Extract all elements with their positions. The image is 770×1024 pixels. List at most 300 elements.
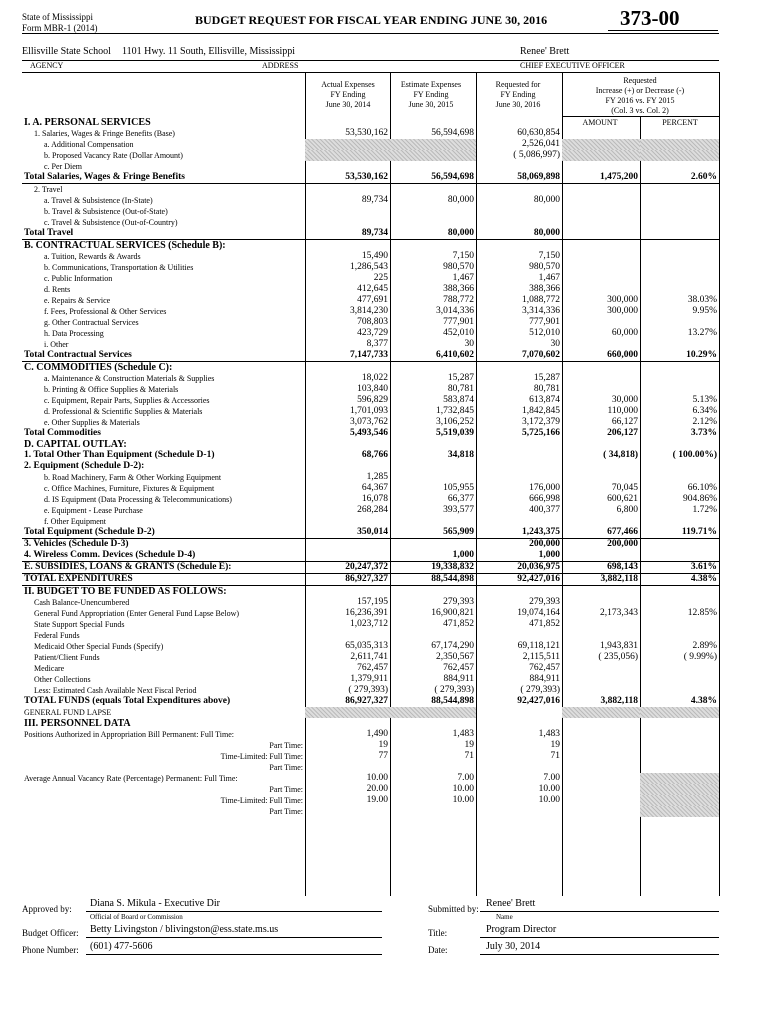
- row-value: [640, 128, 719, 139]
- row-label: f. Fees, Professional & Other Services: [44, 307, 167, 316]
- table-row: [22, 206, 719, 217]
- row-value: [640, 273, 719, 284]
- row-value: [476, 707, 562, 718]
- row-value: 7,150: [452, 251, 474, 261]
- table-row: [22, 350, 719, 362]
- row-value: 1,943,831: [600, 641, 638, 651]
- table-row: [22, 306, 719, 317]
- row-value: ( 34,818): [603, 450, 638, 460]
- row-value: 88,544,898: [431, 696, 474, 706]
- row-value: [562, 206, 640, 217]
- row-label: Total Commodities: [24, 428, 101, 438]
- row-value: [476, 184, 562, 196]
- form-number: 373-00: [620, 6, 680, 30]
- row-value: 10.00: [538, 784, 560, 794]
- approved-label: Approved by:: [22, 904, 72, 914]
- row-value: [562, 339, 640, 350]
- row-value: 80,781: [447, 384, 474, 394]
- row-value: [640, 373, 719, 384]
- row-value: 1,701,093: [350, 406, 388, 416]
- row-value: 66,377: [447, 494, 474, 504]
- row-label: Part Time:: [269, 741, 303, 750]
- row-value: [640, 539, 719, 551]
- row-value: 2,611,741: [350, 652, 388, 662]
- row-value: 2,526,041: [522, 139, 560, 149]
- row-value: 200,000: [607, 539, 638, 549]
- form-number-underline: [608, 30, 718, 31]
- row-value: 3.73%: [690, 428, 717, 438]
- row-value: 9.95%: [692, 306, 717, 316]
- row-value: 80,781: [533, 384, 560, 394]
- row-label: Medicare: [34, 664, 65, 673]
- row-value: [476, 206, 562, 217]
- table-row: [22, 663, 719, 674]
- row-value: 20,247,372: [305, 562, 390, 574]
- row-value: 89,734: [361, 195, 388, 205]
- col-amount-header: AMOUNT: [582, 118, 618, 127]
- col-requested-header: Requested for FY Ending June 30, 2016: [495, 80, 541, 109]
- row-value: 1,285: [366, 472, 388, 482]
- row-value: 3,314,336: [522, 306, 560, 316]
- row-value: [562, 630, 640, 641]
- row-value: [562, 729, 640, 740]
- row-label: a. Tuition, Rewards & Awards: [44, 252, 141, 261]
- table-row: [22, 685, 719, 696]
- table-row: [22, 527, 719, 539]
- row-value: 1,000: [390, 550, 476, 562]
- row-value: 512,010: [529, 328, 560, 338]
- row-label: c. Public Information: [44, 274, 113, 283]
- row-value: 30: [550, 339, 560, 349]
- table-row: [22, 428, 719, 439]
- table-row: [22, 516, 719, 527]
- row-value: [390, 184, 476, 196]
- row-value: 300,000: [607, 295, 638, 305]
- row-value: [562, 262, 640, 273]
- table-row: [22, 806, 719, 817]
- row-value: [640, 550, 719, 562]
- row-value: 3,172,379: [522, 417, 560, 427]
- row-value: [305, 139, 390, 150]
- row-value: [390, 150, 476, 161]
- row-label: h. Data Processing: [44, 329, 104, 338]
- row-value: 53,530,162: [305, 172, 390, 184]
- table-row: [22, 472, 719, 483]
- row-value: 65,035,313: [345, 641, 388, 651]
- row-value: [305, 539, 390, 551]
- row-value: [562, 685, 640, 696]
- table-row: [22, 273, 719, 284]
- row-value: [476, 806, 562, 817]
- row-label: f. Other Equipment: [44, 517, 106, 526]
- row-value: [305, 707, 390, 718]
- table-row: [22, 562, 719, 574]
- table-row: [22, 339, 719, 350]
- row-value: [476, 630, 562, 641]
- table-row: [22, 295, 719, 306]
- row-value: 980,570: [443, 262, 474, 272]
- row-value: 1,000: [476, 550, 562, 562]
- row-label: Part Time:: [269, 785, 303, 794]
- row-value: [390, 472, 476, 483]
- table-row: [22, 494, 719, 505]
- row-value: 4.38%: [690, 696, 717, 706]
- submitted-line: [480, 911, 719, 912]
- row-value: 5,519,039: [436, 428, 474, 438]
- table-row: [22, 251, 719, 262]
- col-estimate-header: Estimate Expenses FY Ending June 30, 2015: [400, 80, 462, 109]
- row-label: b. Road Machinery, Farm & Other Working Equipment: [44, 473, 222, 482]
- row-value: [640, 586, 719, 598]
- row-value: [305, 461, 390, 472]
- row-value: [640, 718, 719, 729]
- title-label: Title:: [428, 928, 448, 938]
- row-label: Less: Estimated Cash Available Next Fiscal Period: [34, 686, 197, 695]
- row-value: 18,022: [361, 373, 388, 383]
- row-value: 66,127: [611, 417, 638, 427]
- row-label: Total Contractual Services: [22, 350, 305, 362]
- row-value: [562, 674, 640, 685]
- row-value: [640, 685, 719, 696]
- row-value: 19: [464, 740, 474, 750]
- row-label: 2. Equipment (Schedule D-2):: [24, 461, 145, 471]
- row-value: 19,074,164: [517, 608, 560, 618]
- row-value: [562, 362, 640, 374]
- table-row: [22, 217, 719, 228]
- row-value: 762,457: [357, 663, 388, 673]
- row-value: 80,000: [476, 228, 562, 240]
- table-row: [22, 384, 719, 395]
- row-value: 13.27%: [687, 328, 717, 338]
- row-value: 279,393: [443, 597, 474, 607]
- row-label: d. Professional & Scientific Supplies & Materials: [44, 407, 203, 416]
- row-label: GENERAL FUND LAPSE: [24, 708, 112, 717]
- row-value: [305, 362, 390, 374]
- row-value: [390, 439, 476, 450]
- row-value: 71: [464, 751, 474, 761]
- row-value: [640, 773, 719, 784]
- row-label: 1. Salaries, Wages & Fringe Benefits (Base): [34, 129, 175, 138]
- row-value: 388,366: [443, 284, 474, 294]
- row-value: 2,115,511: [522, 652, 560, 662]
- row-value: 777,901: [529, 317, 560, 327]
- row-value: [562, 663, 640, 674]
- row-value: 69,118,121: [517, 641, 560, 651]
- table-row: [22, 228, 719, 240]
- row-value: [390, 806, 476, 817]
- row-value: [640, 384, 719, 395]
- row-value: 423,729: [357, 328, 388, 338]
- row-value: 225: [373, 273, 388, 283]
- row-value: 89,734: [305, 228, 390, 240]
- row-value: 660,000: [562, 350, 640, 362]
- row-label: 4. Wireless Comm. Devices (Schedule D-4): [22, 550, 305, 562]
- row-label: C. COMMODITIES (Schedule C):: [24, 362, 173, 373]
- row-value: 596,829: [357, 395, 388, 405]
- row-label: III. PERSONNEL DATA: [24, 718, 131, 729]
- row-value: 19: [378, 740, 388, 750]
- row-value: 600,621: [607, 494, 638, 504]
- row-value: 12.85%: [687, 608, 717, 618]
- table-row: [22, 483, 719, 494]
- row-label: I. A. PERSONAL SERVICES: [24, 117, 151, 128]
- row-value: 2.89%: [692, 641, 717, 651]
- row-value: [640, 195, 719, 206]
- row-value: [562, 806, 640, 817]
- table-row: [22, 117, 719, 128]
- row-value: [305, 117, 390, 128]
- row-value: [476, 217, 562, 228]
- table-row: [22, 284, 719, 295]
- row-value: 565,909: [390, 527, 476, 539]
- row-value: [305, 630, 390, 641]
- row-value: 19: [550, 740, 560, 750]
- row-value: 7,070,602: [476, 350, 562, 362]
- row-value: [562, 773, 640, 784]
- row-value: 60,000: [611, 328, 638, 338]
- row-value: [562, 284, 640, 295]
- row-label: TOTAL EXPENDITURES: [22, 574, 305, 586]
- table-row: [22, 417, 719, 428]
- row-value: [305, 184, 390, 196]
- row-value: 15,287: [447, 373, 474, 383]
- table-row: [22, 450, 719, 461]
- table-row: [22, 240, 719, 252]
- row-value: [562, 784, 640, 795]
- row-value: [305, 762, 390, 773]
- row-value: 7,150: [538, 251, 560, 261]
- row-value: [476, 439, 562, 450]
- row-value: [562, 439, 640, 450]
- row-label: e. Other Supplies & Materials: [44, 418, 140, 427]
- row-value: [562, 586, 640, 598]
- row-value: [562, 597, 640, 608]
- row-value: 58,069,898: [476, 172, 562, 184]
- row-value: 4.38%: [640, 574, 719, 586]
- row-value: 5,493,546: [350, 428, 388, 438]
- row-value: [640, 217, 719, 228]
- row-value: 71: [550, 751, 560, 761]
- row-label: c. Per Diem: [44, 162, 82, 171]
- row-value: [640, 597, 719, 608]
- row-label: Time-Limited: Full Time:: [220, 752, 303, 761]
- row-label: Average Annual Vacancy Rate (Percentage) Permanent: Full Time:: [24, 774, 238, 783]
- row-value: 279,393: [529, 597, 560, 607]
- row-value: [562, 619, 640, 630]
- row-value: 110,000: [607, 406, 638, 416]
- table-row: [22, 439, 719, 450]
- row-label: i. Other: [44, 340, 69, 349]
- row-value: [305, 586, 390, 598]
- approved-line: [86, 911, 382, 912]
- row-label: Part Time:: [269, 763, 303, 772]
- row-value: 762,457: [529, 663, 560, 673]
- row-value: [476, 586, 562, 598]
- table-row: [22, 586, 719, 598]
- table-row: [22, 406, 719, 417]
- row-value: [476, 718, 562, 729]
- row-value: [640, 240, 719, 252]
- row-value: 20,036,975: [476, 562, 562, 574]
- row-value: 16,900,821: [431, 608, 474, 618]
- table-row: [22, 597, 719, 608]
- row-value: [305, 217, 390, 228]
- row-value: [562, 139, 640, 150]
- phone-label: Phone Number:: [22, 945, 79, 955]
- row-value: 1,379,911: [350, 674, 388, 684]
- row-value: [305, 161, 390, 172]
- row-label: b. Proposed Vacancy Rate (Dollar Amount): [44, 151, 183, 160]
- table-row: [22, 619, 719, 630]
- budget-table-body: [22, 117, 719, 817]
- row-label: g. Other Contractual Services: [44, 318, 139, 327]
- row-value: 200,000: [529, 539, 560, 549]
- approved-value: Diana S. Mikula - Executive Dir: [90, 898, 220, 909]
- row-value: 38.03%: [687, 295, 717, 305]
- row-value: [562, 228, 640, 240]
- table-row: [22, 630, 719, 641]
- state-label: State of Mississippi: [22, 12, 94, 22]
- row-label: b. Printing & Office Supplies & Materials: [44, 385, 179, 394]
- row-label: d. Rents: [44, 285, 71, 294]
- row-label: Other Collections: [34, 675, 91, 684]
- row-value: 1,286,543: [350, 262, 388, 272]
- row-value: 5.13%: [692, 395, 717, 405]
- table-row: [22, 317, 719, 328]
- table-row: [22, 373, 719, 384]
- row-value: 666,998: [529, 494, 560, 504]
- row-value: 1,467: [538, 273, 560, 283]
- row-value: 16,078: [361, 494, 388, 504]
- row-value: 157,195: [357, 597, 388, 607]
- budget-officer-label: Budget Officer:: [22, 928, 79, 938]
- row-value: 88,544,898: [390, 574, 476, 586]
- row-value: [640, 751, 719, 762]
- row-value: 80,000: [533, 195, 560, 205]
- row-label: TOTAL FUNDS (equals Total Expenditures above): [24, 696, 231, 706]
- col-change-header: Requested Increase (+) or Decrease (-) FY 2016 vs. FY 2015 (Col. 3 vs. Col. 2): [595, 76, 685, 115]
- row-label: Positions Authorized in Appropriation Bill Permanent: Full Time:: [24, 730, 235, 739]
- row-value: 103,840: [357, 384, 388, 394]
- row-value: 80,000: [390, 228, 476, 240]
- row-value: ( 5,086,997): [513, 150, 560, 160]
- row-value: [562, 273, 640, 284]
- row-value: 53,530,162: [345, 128, 388, 138]
- row-value: [476, 240, 562, 252]
- row-label: a. Maintenance & Construction Materials & Supplies: [44, 374, 215, 383]
- row-value: [640, 762, 719, 773]
- row-value: 1.72%: [692, 505, 717, 515]
- row-value: [640, 206, 719, 217]
- row-value: [640, 630, 719, 641]
- row-value: 1,732,845: [436, 406, 474, 416]
- row-label: 3. Vehicles (Schedule D-3): [24, 539, 129, 549]
- row-value: [640, 663, 719, 674]
- row-value: 6,410,602: [390, 350, 476, 362]
- table-row: [22, 652, 719, 663]
- row-value: [640, 117, 719, 128]
- table-row: [22, 195, 719, 206]
- row-value: [562, 128, 640, 139]
- table-row: [22, 751, 719, 762]
- table-row: [22, 184, 719, 196]
- row-value: [640, 516, 719, 527]
- row-value: 904.86%: [682, 494, 717, 504]
- agency-label: AGENCY: [30, 61, 64, 70]
- row-value: 2.60%: [640, 172, 719, 184]
- row-value: [562, 718, 640, 729]
- row-value: [390, 117, 476, 128]
- row-value: [562, 240, 640, 252]
- row-label: b. Travel & Subsistence (Out-of-State): [44, 207, 168, 216]
- row-value: 66.10%: [687, 483, 717, 493]
- row-label: c. Travel & Subsistence (Out-of-Country): [44, 218, 178, 227]
- row-value: [640, 806, 719, 817]
- row-value: [640, 139, 719, 150]
- name-label: Name: [496, 913, 513, 921]
- address-label: ADDRESS: [262, 61, 299, 70]
- table-row: [22, 461, 719, 472]
- table-row: [22, 362, 719, 374]
- row-value: [476, 762, 562, 773]
- date-label: Date:: [428, 945, 448, 955]
- row-value: [476, 450, 562, 461]
- row-value: [640, 784, 719, 795]
- row-value: 5,725,166: [522, 428, 560, 438]
- row-value: 6,800: [616, 505, 638, 515]
- row-value: [390, 217, 476, 228]
- table-row: [22, 740, 719, 751]
- row-value: [390, 461, 476, 472]
- row-value: 60,630,854: [517, 128, 560, 138]
- row-value: [640, 619, 719, 630]
- row-value: 400,377: [529, 505, 560, 515]
- row-value: 64,367: [361, 483, 388, 493]
- table-row: [22, 574, 719, 586]
- row-value: 19,338,832: [390, 562, 476, 574]
- ceo-label: CHIEF EXECUTIVE OFFICER: [520, 61, 625, 70]
- row-value: ( 279,393): [520, 685, 560, 695]
- row-value: 3.61%: [640, 562, 719, 574]
- row-label: General Fund Appropriation (Enter General Fund Lapse Below): [34, 609, 240, 618]
- row-value: 67,174,290: [431, 641, 474, 651]
- col-percent-header: PERCENT: [662, 118, 698, 127]
- row-value: [390, 206, 476, 217]
- row-value: [562, 740, 640, 751]
- phone-line: [86, 954, 382, 955]
- table-row: [22, 784, 719, 795]
- row-value: [562, 384, 640, 395]
- row-value: [476, 472, 562, 483]
- row-value: 2,350,567: [436, 652, 474, 662]
- row-value: [390, 362, 476, 374]
- row-value: 393,577: [443, 505, 474, 515]
- row-value: [390, 539, 476, 551]
- row-value: ( 279,393): [348, 685, 388, 695]
- row-value: 1,490: [366, 729, 388, 739]
- row-value: [476, 362, 562, 374]
- row-value: [305, 550, 390, 562]
- row-value: 7.00: [543, 773, 560, 783]
- row-value: 2,173,343: [600, 608, 638, 618]
- row-value: [640, 461, 719, 472]
- table-row: [22, 696, 719, 707]
- row-value: 788,772: [443, 295, 474, 305]
- row-value: [390, 707, 476, 718]
- row-value: [390, 240, 476, 252]
- row-label: E. SUBSIDIES, LOANS & GRANTS (Schedule E):: [22, 562, 305, 574]
- row-value: 412,645: [357, 284, 388, 294]
